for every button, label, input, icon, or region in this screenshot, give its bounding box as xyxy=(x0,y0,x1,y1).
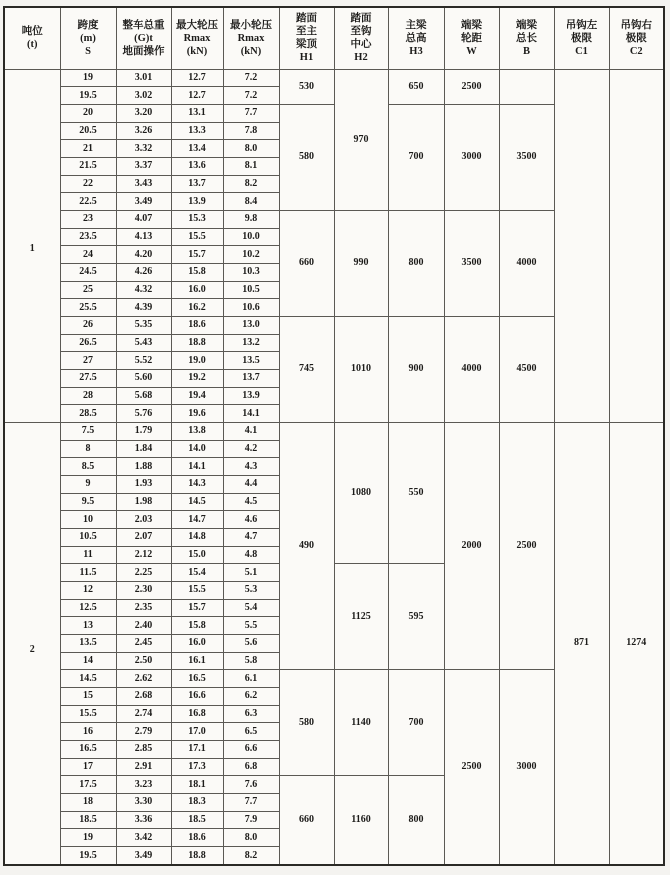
total-weight-cell: 5.35 xyxy=(116,316,171,334)
max-wheel-load-cell: 14.5 xyxy=(171,493,223,511)
max-wheel-load-cell: 19.2 xyxy=(171,369,223,387)
max-wheel-load-cell: 16.5 xyxy=(171,670,223,688)
max-wheel-load-cell: 16.1 xyxy=(171,652,223,670)
min-wheel-load-cell: 6.2 xyxy=(223,688,279,706)
span-cell: 13.5 xyxy=(60,635,116,653)
c2-cell: 1274 xyxy=(609,422,664,865)
col-header-h2: 踏面 至钩 中心 H2 xyxy=(334,7,388,69)
total-weight-cell: 2.12 xyxy=(116,546,171,564)
total-weight-cell: 1.88 xyxy=(116,458,171,476)
span-cell: 8.5 xyxy=(60,458,116,476)
max-wheel-load-cell: 18.8 xyxy=(171,847,223,865)
table-row xyxy=(4,69,664,87)
h3-cell: 800 xyxy=(388,210,444,316)
span-cell: 24.5 xyxy=(60,263,116,281)
w-cell: 2000 xyxy=(444,422,499,669)
span-cell: 15 xyxy=(60,688,116,706)
span-cell: 11.5 xyxy=(60,564,116,582)
total-weight-cell: 3.01 xyxy=(116,69,171,87)
total-weight-cell: 3.23 xyxy=(116,776,171,794)
total-weight-cell: 2.35 xyxy=(116,599,171,617)
max-wheel-load-cell: 18.3 xyxy=(171,794,223,812)
span-cell: 26 xyxy=(60,316,116,334)
h2-cell: 1080 xyxy=(334,422,388,563)
total-weight-cell: 5.68 xyxy=(116,387,171,405)
h3-cell: 700 xyxy=(388,670,444,776)
min-wheel-load-cell: 10.2 xyxy=(223,246,279,264)
min-wheel-load-cell: 6.1 xyxy=(223,670,279,688)
c1-cell: 871 xyxy=(554,422,609,865)
span-cell: 17.5 xyxy=(60,776,116,794)
b-cell: 4000 xyxy=(499,210,554,316)
span-cell: 9 xyxy=(60,475,116,493)
table-header xyxy=(4,7,664,69)
min-wheel-load-cell: 10.3 xyxy=(223,263,279,281)
h3-cell: 650 xyxy=(388,69,444,104)
max-wheel-load-cell: 16.8 xyxy=(171,705,223,723)
max-wheel-load-cell: 15.5 xyxy=(171,228,223,246)
tonnage-cell: 1 xyxy=(4,69,60,422)
total-weight-cell: 3.42 xyxy=(116,829,171,847)
max-wheel-load-cell: 15.7 xyxy=(171,246,223,264)
min-wheel-load-cell: 4.1 xyxy=(223,422,279,440)
span-cell: 17 xyxy=(60,758,116,776)
max-wheel-load-cell: 13.3 xyxy=(171,122,223,140)
total-weight-cell: 2.25 xyxy=(116,564,171,582)
total-weight-cell: 5.76 xyxy=(116,405,171,423)
span-cell: 19 xyxy=(60,829,116,847)
max-wheel-load-cell: 17.3 xyxy=(171,758,223,776)
span-cell: 13 xyxy=(60,617,116,635)
max-wheel-load-cell: 14.1 xyxy=(171,458,223,476)
min-wheel-load-cell: 5.1 xyxy=(223,564,279,582)
c1-cell xyxy=(554,69,609,422)
span-cell: 14.5 xyxy=(60,670,116,688)
max-wheel-load-cell: 19.4 xyxy=(171,387,223,405)
span-cell: 11 xyxy=(60,546,116,564)
max-wheel-load-cell: 16.2 xyxy=(171,299,223,317)
total-weight-cell: 2.40 xyxy=(116,617,171,635)
total-weight-cell: 3.26 xyxy=(116,122,171,140)
min-wheel-load-cell: 4.8 xyxy=(223,546,279,564)
min-wheel-load-cell: 7.6 xyxy=(223,776,279,794)
span-cell: 28 xyxy=(60,387,116,405)
total-weight-cell: 3.43 xyxy=(116,175,171,193)
min-wheel-load-cell: 5.4 xyxy=(223,599,279,617)
w-cell: 4000 xyxy=(444,316,499,422)
total-weight-cell: 4.26 xyxy=(116,263,171,281)
min-wheel-load-cell: 5.8 xyxy=(223,652,279,670)
span-cell: 19.5 xyxy=(60,847,116,865)
span-cell: 18 xyxy=(60,794,116,812)
h2-cell: 1140 xyxy=(334,670,388,776)
col-header-max-wheel-load: 最大轮压 Rmax (kN) xyxy=(171,7,223,69)
min-wheel-load-cell: 6.8 xyxy=(223,758,279,776)
max-wheel-load-cell: 14.3 xyxy=(171,475,223,493)
col-header-h3: 主梁 总高 H3 xyxy=(388,7,444,69)
max-wheel-load-cell: 18.6 xyxy=(171,829,223,847)
total-weight-cell: 3.36 xyxy=(116,811,171,829)
min-wheel-load-cell: 10.0 xyxy=(223,228,279,246)
h1-cell: 530 xyxy=(279,69,334,104)
h2-cell: 990 xyxy=(334,210,388,316)
max-wheel-load-cell: 17.0 xyxy=(171,723,223,741)
span-cell: 10 xyxy=(60,511,116,529)
span-cell: 25 xyxy=(60,281,116,299)
min-wheel-load-cell: 4.5 xyxy=(223,493,279,511)
total-weight-cell: 4.07 xyxy=(116,210,171,228)
w-cell: 3500 xyxy=(444,210,499,316)
total-weight-cell: 4.39 xyxy=(116,299,171,317)
total-weight-cell: 3.49 xyxy=(116,193,171,211)
span-cell: 10.5 xyxy=(60,528,116,546)
max-wheel-load-cell: 18.1 xyxy=(171,776,223,794)
table-body xyxy=(4,69,664,865)
total-weight-cell: 2.74 xyxy=(116,705,171,723)
h2-cell: 1160 xyxy=(334,776,388,865)
total-weight-cell: 3.02 xyxy=(116,87,171,105)
h2-cell: 1010 xyxy=(334,316,388,422)
span-cell: 9.5 xyxy=(60,493,116,511)
span-cell: 26.5 xyxy=(60,334,116,352)
total-weight-cell: 1.84 xyxy=(116,440,171,458)
h1-cell: 660 xyxy=(279,776,334,865)
total-weight-cell: 3.37 xyxy=(116,157,171,175)
h1-cell: 660 xyxy=(279,210,334,316)
header-row xyxy=(4,7,664,69)
min-wheel-load-cell: 10.6 xyxy=(223,299,279,317)
min-wheel-load-cell: 4.6 xyxy=(223,511,279,529)
total-weight-cell: 2.62 xyxy=(116,670,171,688)
min-wheel-load-cell: 8.4 xyxy=(223,193,279,211)
total-weight-cell: 2.03 xyxy=(116,511,171,529)
span-cell: 19.5 xyxy=(60,87,116,105)
min-wheel-load-cell: 10.5 xyxy=(223,281,279,299)
total-weight-cell: 2.50 xyxy=(116,652,171,670)
min-wheel-load-cell: 7.2 xyxy=(223,87,279,105)
span-cell: 23.5 xyxy=(60,228,116,246)
h1-cell: 490 xyxy=(279,422,334,669)
span-cell: 20.5 xyxy=(60,122,116,140)
col-header-min-wheel-load: 最小轮压 Rmax (kN) xyxy=(223,7,279,69)
min-wheel-load-cell: 8.2 xyxy=(223,847,279,865)
span-cell: 7.5 xyxy=(60,422,116,440)
h1-cell: 580 xyxy=(279,670,334,776)
b-cell xyxy=(499,69,554,104)
min-wheel-load-cell: 13.7 xyxy=(223,369,279,387)
max-wheel-load-cell: 14.0 xyxy=(171,440,223,458)
max-wheel-load-cell: 13.4 xyxy=(171,140,223,158)
max-wheel-load-cell: 19.6 xyxy=(171,405,223,423)
span-cell: 27.5 xyxy=(60,369,116,387)
tonnage-cell: 2 xyxy=(4,422,60,865)
h3-cell: 900 xyxy=(388,316,444,422)
max-wheel-load-cell: 15.7 xyxy=(171,599,223,617)
span-cell: 28.5 xyxy=(60,405,116,423)
total-weight-cell: 3.32 xyxy=(116,140,171,158)
max-wheel-load-cell: 16.0 xyxy=(171,635,223,653)
min-wheel-load-cell: 7.9 xyxy=(223,811,279,829)
h2-cell: 970 xyxy=(334,69,388,210)
min-wheel-load-cell: 13.0 xyxy=(223,316,279,334)
max-wheel-load-cell: 18.6 xyxy=(171,316,223,334)
min-wheel-load-cell: 7.7 xyxy=(223,104,279,122)
min-wheel-load-cell: 6.6 xyxy=(223,741,279,759)
max-wheel-load-cell: 12.7 xyxy=(171,69,223,87)
max-wheel-load-cell: 15.8 xyxy=(171,617,223,635)
total-weight-cell: 4.20 xyxy=(116,246,171,264)
span-cell: 21.5 xyxy=(60,157,116,175)
span-cell: 12.5 xyxy=(60,599,116,617)
table-row xyxy=(4,422,664,440)
total-weight-cell: 5.52 xyxy=(116,352,171,370)
span-cell: 24 xyxy=(60,246,116,264)
total-weight-cell: 4.32 xyxy=(116,281,171,299)
min-wheel-load-cell: 7.2 xyxy=(223,69,279,87)
b-cell: 4500 xyxy=(499,316,554,422)
b-cell: 2500 xyxy=(499,422,554,669)
span-cell: 12 xyxy=(60,581,116,599)
b-cell: 3500 xyxy=(499,104,554,210)
max-wheel-load-cell: 13.8 xyxy=(171,422,223,440)
span-cell: 19 xyxy=(60,69,116,87)
min-wheel-load-cell: 5.3 xyxy=(223,581,279,599)
total-weight-cell: 2.45 xyxy=(116,635,171,653)
total-weight-cell: 2.85 xyxy=(116,741,171,759)
col-header-h1: 踏面 至主 梁顶 H1 xyxy=(279,7,334,69)
total-weight-cell: 2.91 xyxy=(116,758,171,776)
w-cell: 2500 xyxy=(444,69,499,104)
max-wheel-load-cell: 15.3 xyxy=(171,210,223,228)
max-wheel-load-cell: 16.6 xyxy=(171,688,223,706)
max-wheel-load-cell: 18.8 xyxy=(171,334,223,352)
total-weight-cell: 5.60 xyxy=(116,369,171,387)
c2-cell xyxy=(609,69,664,422)
max-wheel-load-cell: 18.5 xyxy=(171,811,223,829)
w-cell: 3000 xyxy=(444,104,499,210)
total-weight-cell: 1.98 xyxy=(116,493,171,511)
span-cell: 14 xyxy=(60,652,116,670)
max-wheel-load-cell: 13.9 xyxy=(171,193,223,211)
min-wheel-load-cell: 6.5 xyxy=(223,723,279,741)
h1-cell: 745 xyxy=(279,316,334,422)
span-cell: 22.5 xyxy=(60,193,116,211)
min-wheel-load-cell: 7.7 xyxy=(223,794,279,812)
col-header-tonnage: 吨位 (t) xyxy=(4,7,60,69)
min-wheel-load-cell: 8.1 xyxy=(223,157,279,175)
total-weight-cell: 2.68 xyxy=(116,688,171,706)
min-wheel-load-cell: 4.3 xyxy=(223,458,279,476)
max-wheel-load-cell: 12.7 xyxy=(171,87,223,105)
min-wheel-load-cell: 4.4 xyxy=(223,475,279,493)
total-weight-cell: 5.43 xyxy=(116,334,171,352)
total-weight-cell: 2.30 xyxy=(116,581,171,599)
min-wheel-load-cell: 9.8 xyxy=(223,210,279,228)
max-wheel-load-cell: 15.0 xyxy=(171,546,223,564)
max-wheel-load-cell: 13.7 xyxy=(171,175,223,193)
span-cell: 18.5 xyxy=(60,811,116,829)
total-weight-cell: 3.49 xyxy=(116,847,171,865)
h3-cell: 800 xyxy=(388,776,444,865)
span-cell: 16 xyxy=(60,723,116,741)
total-weight-cell: 4.13 xyxy=(116,228,171,246)
max-wheel-load-cell: 19.0 xyxy=(171,352,223,370)
max-wheel-load-cell: 13.6 xyxy=(171,157,223,175)
min-wheel-load-cell: 6.3 xyxy=(223,705,279,723)
h1-cell: 580 xyxy=(279,104,334,210)
col-header-c1: 吊钩左 极限 C1 xyxy=(554,7,609,69)
span-cell: 16.5 xyxy=(60,741,116,759)
max-wheel-load-cell: 14.8 xyxy=(171,528,223,546)
total-weight-cell: 1.93 xyxy=(116,475,171,493)
span-cell: 23 xyxy=(60,210,116,228)
min-wheel-load-cell: 5.5 xyxy=(223,617,279,635)
total-weight-cell: 3.30 xyxy=(116,794,171,812)
span-cell: 27 xyxy=(60,352,116,370)
min-wheel-load-cell: 5.6 xyxy=(223,635,279,653)
min-wheel-load-cell: 7.8 xyxy=(223,122,279,140)
h3-cell: 550 xyxy=(388,422,444,563)
min-wheel-load-cell: 8.2 xyxy=(223,175,279,193)
min-wheel-load-cell: 4.2 xyxy=(223,440,279,458)
span-cell: 8 xyxy=(60,440,116,458)
h3-cell: 700 xyxy=(388,104,444,210)
max-wheel-load-cell: 15.4 xyxy=(171,564,223,582)
b-cell: 3000 xyxy=(499,670,554,865)
col-header-b: 端梁 总长 B xyxy=(499,7,554,69)
col-header-w: 端梁 轮距 W xyxy=(444,7,499,69)
max-wheel-load-cell: 15.8 xyxy=(171,263,223,281)
min-wheel-load-cell: 13.9 xyxy=(223,387,279,405)
min-wheel-load-cell: 8.0 xyxy=(223,140,279,158)
max-wheel-load-cell: 14.7 xyxy=(171,511,223,529)
col-header-total-weight: 整车总重 (G)t 地面操作 xyxy=(116,7,171,69)
min-wheel-load-cell: 8.0 xyxy=(223,829,279,847)
h2-cell: 1125 xyxy=(334,564,388,670)
col-header-span: 跨度 (m) S xyxy=(60,7,116,69)
span-cell: 15.5 xyxy=(60,705,116,723)
min-wheel-load-cell: 14.1 xyxy=(223,405,279,423)
span-cell: 22 xyxy=(60,175,116,193)
min-wheel-load-cell: 4.7 xyxy=(223,528,279,546)
h3-cell: 595 xyxy=(388,564,444,670)
w-cell: 2500 xyxy=(444,670,499,865)
total-weight-cell: 2.07 xyxy=(116,528,171,546)
max-wheel-load-cell: 16.0 xyxy=(171,281,223,299)
col-header-c2: 吊钩右 极限 C2 xyxy=(609,7,664,69)
total-weight-cell: 3.20 xyxy=(116,104,171,122)
span-cell: 20 xyxy=(60,104,116,122)
min-wheel-load-cell: 13.5 xyxy=(223,352,279,370)
span-cell: 21 xyxy=(60,140,116,158)
max-wheel-load-cell: 13.1 xyxy=(171,104,223,122)
max-wheel-load-cell: 15.5 xyxy=(171,581,223,599)
max-wheel-load-cell: 17.1 xyxy=(171,741,223,759)
crane-specification-table xyxy=(3,6,665,866)
total-weight-cell: 2.79 xyxy=(116,723,171,741)
total-weight-cell: 1.79 xyxy=(116,422,171,440)
span-cell: 25.5 xyxy=(60,299,116,317)
min-wheel-load-cell: 13.2 xyxy=(223,334,279,352)
